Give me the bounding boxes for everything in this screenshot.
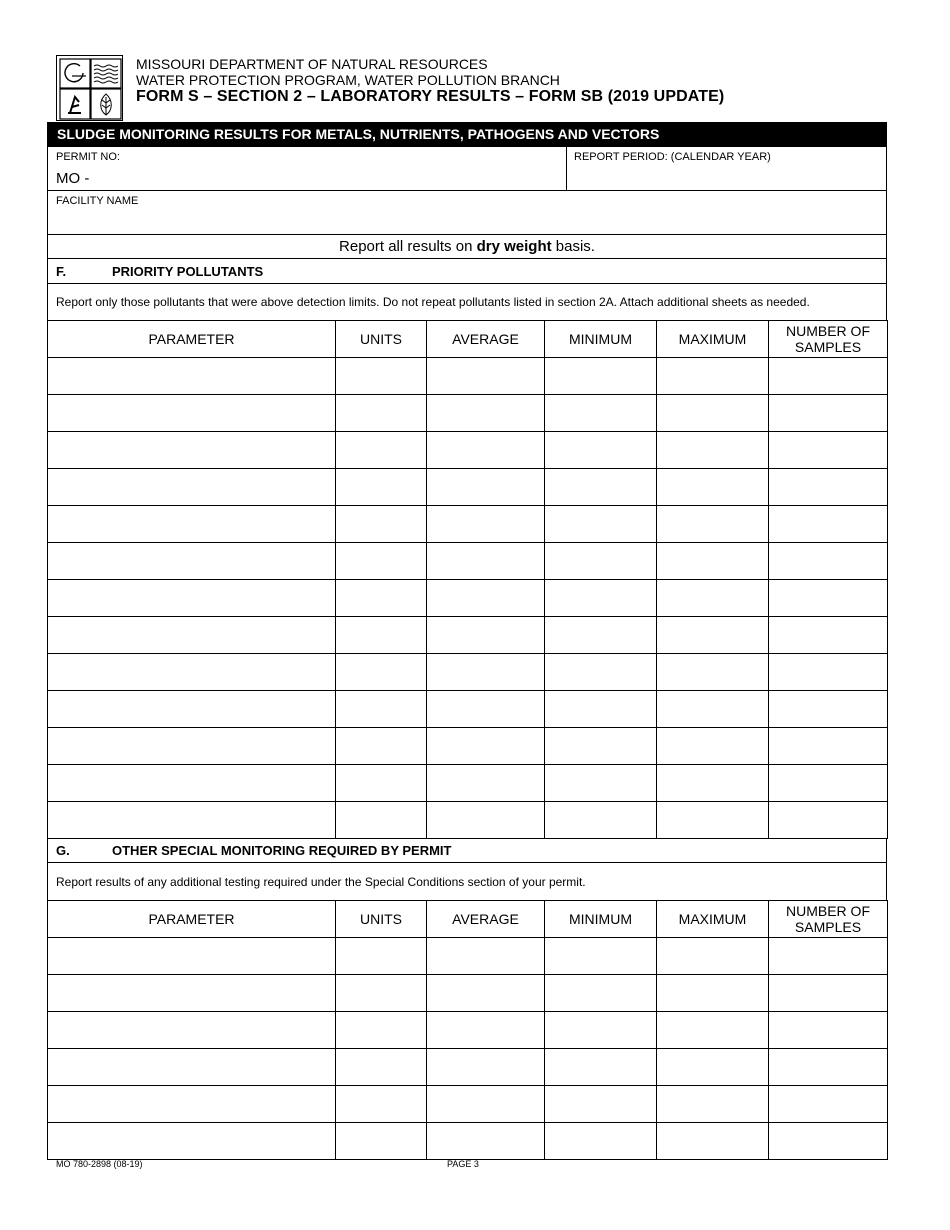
table-row bbox=[48, 1123, 888, 1160]
minimum-cell[interactable] bbox=[545, 691, 657, 728]
units-cell[interactable] bbox=[336, 543, 427, 580]
form-number: MO 780-2898 (08-19) bbox=[56, 1159, 143, 1169]
average-cell[interactable] bbox=[427, 691, 545, 728]
samples-cell[interactable] bbox=[769, 432, 888, 469]
parameter-cell[interactable] bbox=[48, 691, 336, 728]
average-cell[interactable] bbox=[427, 938, 545, 975]
minimum-cell[interactable] bbox=[545, 728, 657, 765]
average-cell[interactable] bbox=[427, 1123, 545, 1160]
average-cell[interactable] bbox=[427, 1086, 545, 1123]
maximum-cell[interactable] bbox=[657, 358, 769, 395]
units-cell[interactable] bbox=[336, 1049, 427, 1086]
minimum-cell[interactable] bbox=[545, 580, 657, 617]
minimum-cell[interactable] bbox=[545, 506, 657, 543]
parameter-cell[interactable] bbox=[48, 938, 336, 975]
average-cell[interactable] bbox=[427, 395, 545, 432]
minimum-cell[interactable] bbox=[545, 1123, 657, 1160]
samples-cell[interactable] bbox=[769, 469, 888, 506]
samples-cell[interactable] bbox=[769, 728, 888, 765]
parameter-cell[interactable] bbox=[48, 506, 336, 543]
average-cell[interactable] bbox=[427, 469, 545, 506]
table-row bbox=[48, 728, 888, 765]
minimum-cell[interactable] bbox=[545, 543, 657, 580]
section-g-instructions: Report results of any additional testing required under the Special Conditions section of your permit. bbox=[56, 875, 586, 889]
average-cell[interactable] bbox=[427, 358, 545, 395]
samples-cell[interactable] bbox=[769, 358, 888, 395]
maximum-cell[interactable] bbox=[657, 506, 769, 543]
facility-name-field[interactable] bbox=[47, 190, 887, 235]
samples-cell[interactable] bbox=[769, 691, 888, 728]
table-row bbox=[48, 975, 888, 1012]
samples-cell[interactable] bbox=[769, 1012, 888, 1049]
section-banner: SLUDGE MONITORING RESULTS FOR METALS, NUTRIENTS, PATHOGENS AND VECTORS bbox=[47, 122, 887, 147]
minimum-cell[interactable] bbox=[545, 938, 657, 975]
section-f-instructions: Report only those pollutants that were above detection limits. Do not repeat pollutants listed in section 2A. Attach additional sheets as needed. bbox=[56, 295, 810, 309]
samples-cell[interactable] bbox=[769, 580, 888, 617]
basis-pre: Report all results on bbox=[339, 238, 477, 255]
col-number-of-samples: NUMBER OF SAMPLES bbox=[769, 901, 888, 938]
col-maximum: MAXIMUM bbox=[657, 901, 769, 938]
samples-cell[interactable] bbox=[769, 802, 888, 839]
table-row bbox=[48, 543, 888, 580]
samples-cell[interactable] bbox=[769, 395, 888, 432]
table-row bbox=[48, 580, 888, 617]
units-cell[interactable] bbox=[336, 1012, 427, 1049]
average-cell[interactable] bbox=[427, 580, 545, 617]
col-average: AVERAGE bbox=[427, 901, 545, 938]
average-cell[interactable] bbox=[427, 654, 545, 691]
maximum-cell[interactable] bbox=[657, 580, 769, 617]
table-row bbox=[48, 691, 888, 728]
samples-cell[interactable] bbox=[769, 506, 888, 543]
samples-cell[interactable] bbox=[769, 1049, 888, 1086]
maximum-cell[interactable] bbox=[657, 1123, 769, 1160]
samples-cell[interactable] bbox=[769, 543, 888, 580]
average-cell[interactable] bbox=[427, 1012, 545, 1049]
parameter-cell[interactable] bbox=[48, 802, 336, 839]
parameter-cell[interactable] bbox=[48, 580, 336, 617]
report-period-label: REPORT PERIOD: (CALENDAR YEAR) bbox=[574, 151, 771, 163]
average-cell[interactable] bbox=[427, 1049, 545, 1086]
maximum-cell[interactable] bbox=[657, 654, 769, 691]
minimum-cell[interactable] bbox=[545, 654, 657, 691]
maximum-cell[interactable] bbox=[657, 432, 769, 469]
minimum-cell[interactable] bbox=[545, 395, 657, 432]
section-g-title: OTHER SPECIAL MONITORING REQUIRED BY PERMIT bbox=[112, 843, 452, 858]
minimum-cell[interactable] bbox=[545, 432, 657, 469]
report-period-field[interactable] bbox=[566, 146, 887, 191]
average-cell[interactable] bbox=[427, 506, 545, 543]
maximum-cell[interactable] bbox=[657, 617, 769, 654]
parameter-cell[interactable] bbox=[48, 1049, 336, 1086]
units-cell[interactable] bbox=[336, 938, 427, 975]
units-cell[interactable] bbox=[336, 432, 427, 469]
parameter-cell[interactable] bbox=[48, 395, 336, 432]
samples-cell[interactable] bbox=[769, 938, 888, 975]
units-cell[interactable] bbox=[336, 975, 427, 1012]
maximum-cell[interactable] bbox=[657, 975, 769, 1012]
units-cell[interactable] bbox=[336, 802, 427, 839]
agency-name: MISSOURI DEPARTMENT OF NATURAL RESOURCES bbox=[136, 56, 488, 72]
maximum-cell[interactable] bbox=[657, 691, 769, 728]
parameter-cell[interactable] bbox=[48, 432, 336, 469]
table-row bbox=[48, 938, 888, 975]
priority-pollutants-table bbox=[47, 320, 888, 839]
samples-cell[interactable] bbox=[769, 765, 888, 802]
parameter-cell[interactable] bbox=[48, 1012, 336, 1049]
table-row bbox=[48, 1012, 888, 1049]
units-cell[interactable] bbox=[336, 358, 427, 395]
maximum-cell[interactable] bbox=[657, 728, 769, 765]
parameter-cell[interactable] bbox=[48, 469, 336, 506]
section-g-letter: G. bbox=[56, 843, 70, 858]
table-row bbox=[48, 617, 888, 654]
minimum-cell[interactable] bbox=[545, 469, 657, 506]
permit-field[interactable] bbox=[47, 146, 567, 191]
average-cell[interactable] bbox=[427, 728, 545, 765]
section-f-letter: F. bbox=[56, 264, 67, 279]
maximum-cell[interactable] bbox=[657, 395, 769, 432]
maximum-cell[interactable] bbox=[657, 1049, 769, 1086]
parameter-cell[interactable] bbox=[48, 1086, 336, 1123]
table-row bbox=[48, 1086, 888, 1123]
average-cell[interactable] bbox=[427, 765, 545, 802]
minimum-cell[interactable] bbox=[545, 802, 657, 839]
units-cell[interactable] bbox=[336, 728, 427, 765]
facility-name-label: FACILITY NAME bbox=[56, 195, 139, 207]
dnr-logo bbox=[56, 55, 123, 121]
col-maximum: MAXIMUM bbox=[657, 321, 769, 358]
samples-cell[interactable] bbox=[769, 654, 888, 691]
units-cell[interactable] bbox=[336, 395, 427, 432]
average-cell[interactable] bbox=[427, 617, 545, 654]
minimum-cell[interactable] bbox=[545, 765, 657, 802]
average-cell[interactable] bbox=[427, 802, 545, 839]
minimum-cell[interactable] bbox=[545, 1012, 657, 1049]
minimum-cell[interactable] bbox=[545, 1086, 657, 1123]
table-row bbox=[48, 1049, 888, 1086]
section-f-title: PRIORITY POLLUTANTS bbox=[112, 264, 264, 279]
table-row bbox=[48, 506, 888, 543]
parameter-cell[interactable] bbox=[48, 728, 336, 765]
maximum-cell[interactable] bbox=[657, 765, 769, 802]
maximum-cell[interactable] bbox=[657, 802, 769, 839]
basis-post: basis. bbox=[551, 238, 595, 255]
parameter-cell[interactable] bbox=[48, 765, 336, 802]
units-cell[interactable] bbox=[336, 654, 427, 691]
table-row bbox=[48, 469, 888, 506]
maximum-cell[interactable] bbox=[657, 543, 769, 580]
units-cell[interactable] bbox=[336, 580, 427, 617]
units-cell[interactable] bbox=[336, 617, 427, 654]
parameter-cell[interactable] bbox=[48, 358, 336, 395]
maximum-cell[interactable] bbox=[657, 938, 769, 975]
basis-bold: dry weight bbox=[476, 238, 552, 255]
col-minimum: MINIMUM bbox=[545, 321, 657, 358]
form-header bbox=[136, 56, 724, 105]
units-cell[interactable] bbox=[336, 1123, 427, 1160]
parameter-cell[interactable] bbox=[48, 543, 336, 580]
parameter-cell[interactable] bbox=[48, 1123, 336, 1160]
table-row bbox=[48, 358, 888, 395]
form-title: FORM S – SECTION 2 – LABORATORY RESULTS – FORM SB (2019 UPDATE) bbox=[136, 88, 725, 105]
units-cell[interactable] bbox=[336, 469, 427, 506]
page-number: PAGE 3 bbox=[447, 1159, 479, 1169]
samples-cell[interactable] bbox=[769, 975, 888, 1012]
table-row bbox=[48, 395, 888, 432]
table-row bbox=[48, 765, 888, 802]
permit-label: PERMIT NO: bbox=[56, 151, 120, 163]
minimum-cell[interactable] bbox=[545, 617, 657, 654]
average-cell[interactable] bbox=[427, 432, 545, 469]
basis-note bbox=[47, 238, 887, 255]
col-number-of-samples: NUMBER OF SAMPLES bbox=[769, 321, 888, 358]
minimum-cell[interactable] bbox=[545, 1049, 657, 1086]
units-cell[interactable] bbox=[336, 1086, 427, 1123]
units-cell[interactable] bbox=[336, 506, 427, 543]
parameter-cell[interactable] bbox=[48, 975, 336, 1012]
program-name: WATER PROTECTION PROGRAM, WATER POLLUTION BRANCH bbox=[136, 72, 560, 88]
col-units: UNITS bbox=[336, 901, 427, 938]
average-cell[interactable] bbox=[427, 975, 545, 1012]
col-parameter: PARAMETER bbox=[48, 321, 336, 358]
samples-cell[interactable] bbox=[769, 1123, 888, 1160]
maximum-cell[interactable] bbox=[657, 469, 769, 506]
table-row bbox=[48, 802, 888, 839]
maximum-cell[interactable] bbox=[657, 1012, 769, 1049]
col-minimum: MINIMUM bbox=[545, 901, 657, 938]
table-row bbox=[48, 432, 888, 469]
samples-cell[interactable] bbox=[769, 1086, 888, 1123]
units-cell[interactable] bbox=[336, 691, 427, 728]
minimum-cell[interactable] bbox=[545, 358, 657, 395]
minimum-cell[interactable] bbox=[545, 975, 657, 1012]
permit-value: MO - bbox=[56, 170, 90, 187]
col-average: AVERAGE bbox=[427, 321, 545, 358]
samples-cell[interactable] bbox=[769, 617, 888, 654]
parameter-cell[interactable] bbox=[48, 617, 336, 654]
special-monitoring-table bbox=[47, 900, 888, 1160]
maximum-cell[interactable] bbox=[657, 1086, 769, 1123]
parameter-cell[interactable] bbox=[48, 654, 336, 691]
col-units: UNITS bbox=[336, 321, 427, 358]
units-cell[interactable] bbox=[336, 765, 427, 802]
col-parameter: PARAMETER bbox=[48, 901, 336, 938]
average-cell[interactable] bbox=[427, 543, 545, 580]
table-row bbox=[48, 654, 888, 691]
